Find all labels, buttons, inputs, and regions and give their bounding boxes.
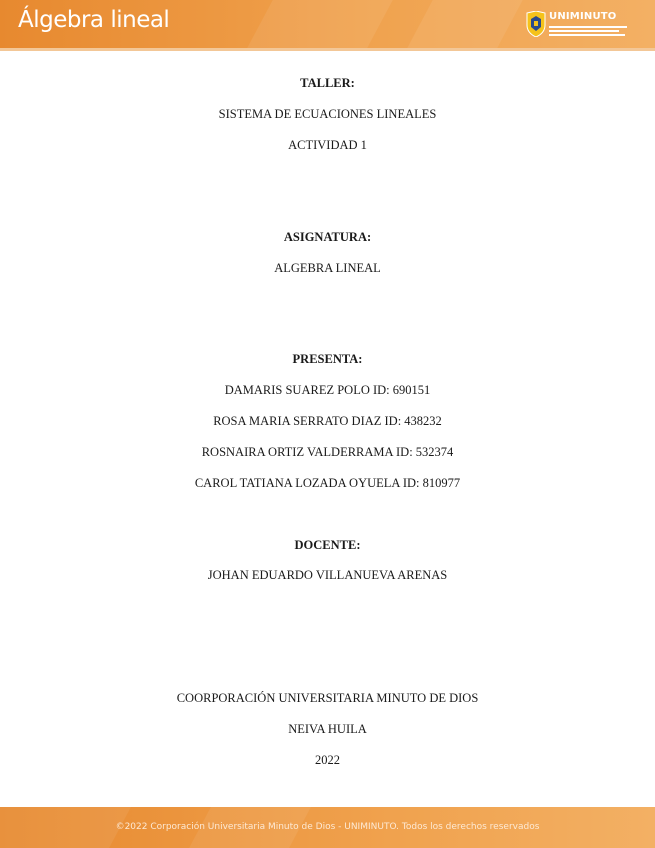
uniminuto-brand: UNIMINUTO [549, 11, 617, 22]
logo-tagline-line [549, 30, 619, 32]
teacher-label: DOCENTE: [294, 538, 361, 552]
footer-copyright: ©2022 Corporación Universitaria Minuto de Dios - UNIMINUTO. Todos los derechos reservados [115, 822, 540, 832]
presenter-item: ROSA MARIA SERRATO DIAZ ID: 438232 [213, 414, 442, 428]
presenter-item: DAMARIS SUAREZ POLO ID: 690151 [224, 383, 431, 397]
teacher-name: JOHAN EDUARDO VILLANUEVA ARENAS [207, 568, 448, 582]
document-year: 2022 [315, 753, 340, 767]
uniminuto-emblem-icon [525, 11, 547, 37]
logo-tagline-line [549, 34, 625, 36]
presenters-label: PRESENTA: [292, 352, 363, 366]
subject-name: ALGEBRA LINEAL [274, 261, 381, 275]
course-title: Álgebra lineal [18, 7, 170, 33]
header-bar [0, 0, 655, 48]
header-divider [0, 48, 655, 51]
taller-title: SISTEMA DE ECUACIONES LINEALES [218, 107, 437, 121]
header-decor-band [247, 0, 393, 48]
presenter-item: ROSNAIRA ORTIZ VALDERRAMA ID: 532374 [201, 445, 454, 459]
presenter-item: CAROL TATIANA LOZADA OYUELA ID: 810977 [194, 476, 461, 490]
activity-number: ACTIVIDAD 1 [288, 138, 367, 152]
taller-label: TALLER: [300, 76, 355, 90]
header-decor-band [407, 0, 523, 48]
subject-label: ASIGNATURA: [283, 230, 372, 244]
institution-name: COORPORACIÓN UNIVERSITARIA MINUTO DE DIOS [176, 691, 479, 705]
city-name: NEIVA HUILA [288, 722, 367, 736]
uniminuto-logo [525, 9, 630, 39]
logo-tagline-line [549, 26, 627, 28]
